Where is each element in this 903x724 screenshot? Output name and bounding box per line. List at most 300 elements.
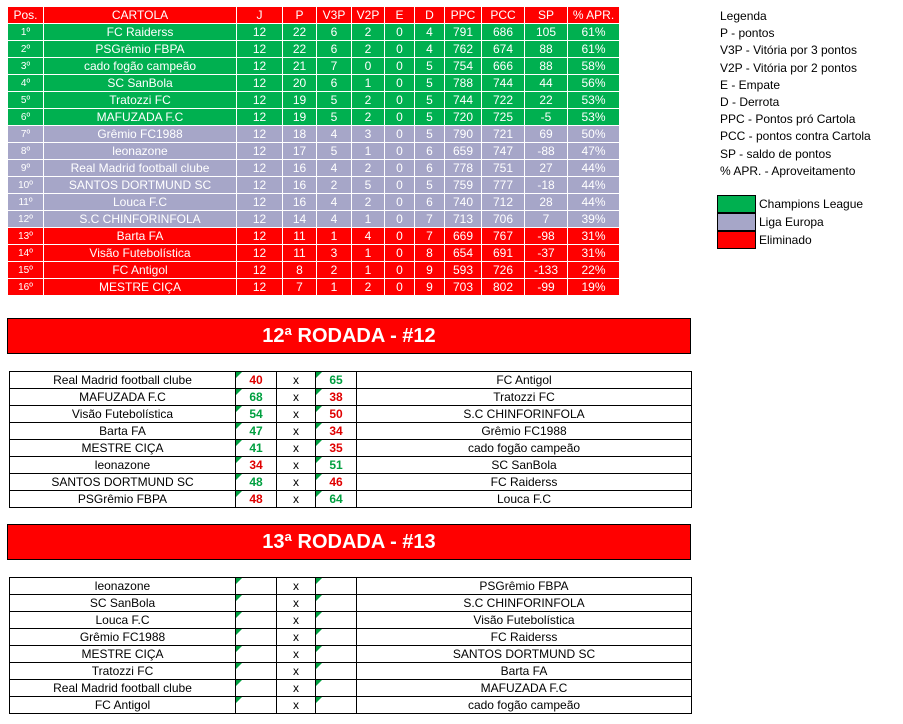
home-team: Barta FA bbox=[10, 423, 236, 440]
away-team: Tratozzi FC bbox=[357, 389, 692, 406]
home-team: Real Madrid football clube bbox=[10, 372, 236, 389]
standings-cell-ppc: 754 bbox=[445, 58, 482, 75]
standings-cell-j: 12 bbox=[237, 160, 283, 177]
standings-header-cell: V2P bbox=[352, 7, 385, 24]
match-row bbox=[10, 406, 692, 423]
standings-row bbox=[8, 228, 620, 245]
away-team: Grêmio FC1988 bbox=[357, 423, 692, 440]
standings-cell-v2p: 1 bbox=[352, 262, 385, 279]
standings-header-cell: Pos. bbox=[8, 7, 44, 24]
home-score bbox=[236, 629, 277, 646]
match-row bbox=[10, 440, 692, 457]
match-row bbox=[10, 578, 692, 595]
vs-separator: x bbox=[277, 680, 316, 697]
home-team: MESTRE CIÇA bbox=[10, 440, 236, 457]
standings-cell-v2p: 2 bbox=[352, 109, 385, 126]
standings-cell-d: 9 bbox=[415, 279, 445, 296]
standings-cell-v2p: 1 bbox=[352, 75, 385, 92]
away-score bbox=[316, 646, 357, 663]
standings-cell-p: 11 bbox=[283, 245, 317, 262]
standings-cell-p: 19 bbox=[283, 92, 317, 109]
standings-cell-ppc: 720 bbox=[445, 109, 482, 126]
standings-cell-pos: 13º bbox=[8, 228, 44, 245]
match-row bbox=[10, 697, 692, 714]
standings-cell-v2p: 3 bbox=[352, 126, 385, 143]
home-team: SC SanBola bbox=[10, 595, 236, 612]
home-score bbox=[236, 646, 277, 663]
standings-cell-j: 12 bbox=[237, 194, 283, 211]
standings-cell-p: 14 bbox=[283, 211, 317, 228]
standings-cell-pcc: 721 bbox=[482, 126, 525, 143]
home-score: 68 bbox=[236, 389, 277, 406]
standings-cell-j: 12 bbox=[237, 58, 283, 75]
vs-separator: x bbox=[277, 423, 316, 440]
standings-cell-team: cado fogão campeão bbox=[44, 58, 237, 75]
standings-cell-j: 12 bbox=[237, 109, 283, 126]
legend-item: PPC - Pontos pró Cartola bbox=[720, 112, 856, 127]
standings-cell-ppc: 740 bbox=[445, 194, 482, 211]
standings-cell-pcc: 686 bbox=[482, 24, 525, 41]
standings-cell-e: 0 bbox=[385, 262, 415, 279]
standings-cell-v3p: 2 bbox=[317, 262, 352, 279]
standings-cell-sp: -5 bbox=[525, 109, 568, 126]
standings-header-row bbox=[8, 7, 620, 24]
standings-header-cell: D bbox=[415, 7, 445, 24]
standings-cell-ppc: 669 bbox=[445, 228, 482, 245]
standings-cell-pos: 6º bbox=[8, 109, 44, 126]
standings-row bbox=[8, 245, 620, 262]
vs-separator: x bbox=[277, 663, 316, 680]
away-score: 34 bbox=[316, 423, 357, 440]
standings-row bbox=[8, 143, 620, 160]
standings-cell-sp: 88 bbox=[525, 41, 568, 58]
standings-cell-ppc: 790 bbox=[445, 126, 482, 143]
standings-cell-e: 0 bbox=[385, 75, 415, 92]
away-team: FC Antigol bbox=[357, 372, 692, 389]
standings-cell-j: 12 bbox=[237, 92, 283, 109]
vs-separator: x bbox=[277, 474, 316, 491]
zone-swatch bbox=[717, 213, 756, 231]
standings-cell-sp: -88 bbox=[525, 143, 568, 160]
standings-cell-d: 6 bbox=[415, 194, 445, 211]
standings-cell-e: 0 bbox=[385, 211, 415, 228]
standings-cell-team: SC SanBola bbox=[44, 75, 237, 92]
standings-cell-j: 12 bbox=[237, 177, 283, 194]
standings-cell-pcc: 691 bbox=[482, 245, 525, 262]
standings-cell-apr: 58% bbox=[568, 58, 620, 75]
match-row bbox=[10, 389, 692, 406]
standings-cell-v2p: 0 bbox=[352, 58, 385, 75]
standings-header-cell: % APR. bbox=[568, 7, 620, 24]
match-row bbox=[10, 457, 692, 474]
standings-header-cell: P bbox=[283, 7, 317, 24]
away-team: Louca F.C bbox=[357, 491, 692, 508]
standings-row bbox=[8, 109, 620, 126]
home-team: FC Antigol bbox=[10, 697, 236, 714]
away-team: S.C CHINFORINFOLA bbox=[357, 406, 692, 423]
legend bbox=[720, 8, 871, 180]
standings-cell-ppc: 593 bbox=[445, 262, 482, 279]
standings-cell-pcc: 706 bbox=[482, 211, 525, 228]
vs-separator: x bbox=[277, 440, 316, 457]
zone-legend-row bbox=[717, 231, 863, 249]
standings-cell-pcc: 666 bbox=[482, 58, 525, 75]
away-score bbox=[316, 680, 357, 697]
standings-cell-e: 0 bbox=[385, 58, 415, 75]
standings-cell-pcc: 744 bbox=[482, 75, 525, 92]
standings-cell-p: 18 bbox=[283, 126, 317, 143]
standings-cell-pos: 9º bbox=[8, 160, 44, 177]
standings-cell-team: Visão Futebolística bbox=[44, 245, 237, 262]
home-team: Tratozzi FC bbox=[10, 663, 236, 680]
standings-cell-v2p: 2 bbox=[352, 160, 385, 177]
standings-cell-p: 22 bbox=[283, 24, 317, 41]
match-row bbox=[10, 491, 692, 508]
standings-cell-pos: 7º bbox=[8, 126, 44, 143]
standings-cell-d: 9 bbox=[415, 262, 445, 279]
standings-cell-sp: 69 bbox=[525, 126, 568, 143]
away-team: SC SanBola bbox=[357, 457, 692, 474]
standings-cell-ppc: 659 bbox=[445, 143, 482, 160]
home-score: 54 bbox=[236, 406, 277, 423]
standings-cell-d: 7 bbox=[415, 228, 445, 245]
match-row bbox=[10, 595, 692, 612]
standings-cell-pcc: 725 bbox=[482, 109, 525, 126]
standings-cell-ppc: 788 bbox=[445, 75, 482, 92]
standings-cell-v3p: 3 bbox=[317, 245, 352, 262]
standings-cell-sp: -18 bbox=[525, 177, 568, 194]
away-team: SANTOS DORTMUND SC bbox=[357, 646, 692, 663]
standings-cell-sp: 105 bbox=[525, 24, 568, 41]
standings-cell-ppc: 759 bbox=[445, 177, 482, 194]
standings-cell-pos: 11º bbox=[8, 194, 44, 211]
away-team: Visão Futebolística bbox=[357, 612, 692, 629]
standings-cell-v2p: 5 bbox=[352, 177, 385, 194]
standings-cell-p: 11 bbox=[283, 228, 317, 245]
standings-cell-d: 5 bbox=[415, 109, 445, 126]
away-score bbox=[316, 663, 357, 680]
match-row bbox=[10, 663, 692, 680]
standings-cell-team: MESTRE CIÇA bbox=[44, 279, 237, 296]
standings-cell-pos: 5º bbox=[8, 92, 44, 109]
standings-cell-v3p: 6 bbox=[317, 75, 352, 92]
away-score bbox=[316, 629, 357, 646]
standings-cell-v3p: 5 bbox=[317, 109, 352, 126]
vs-separator: x bbox=[277, 491, 316, 508]
away-team: FC Raiderss bbox=[357, 629, 692, 646]
standings-cell-v2p: 4 bbox=[352, 228, 385, 245]
standings-cell-team: Real Madrid football clube bbox=[44, 160, 237, 177]
home-score: 40 bbox=[236, 372, 277, 389]
standings-cell-d: 4 bbox=[415, 24, 445, 41]
vs-separator: x bbox=[277, 629, 316, 646]
standings-cell-d: 5 bbox=[415, 126, 445, 143]
standings-header-cell: J bbox=[237, 7, 283, 24]
standings-cell-v2p: 2 bbox=[352, 24, 385, 41]
standings-cell-ppc: 654 bbox=[445, 245, 482, 262]
standings-cell-pcc: 712 bbox=[482, 194, 525, 211]
standings-cell-v3p: 1 bbox=[317, 228, 352, 245]
vs-separator: x bbox=[277, 389, 316, 406]
vs-separator: x bbox=[277, 372, 316, 389]
standings-cell-v2p: 2 bbox=[352, 41, 385, 58]
standings-cell-v2p: 1 bbox=[352, 143, 385, 160]
zone-legend-row bbox=[717, 195, 863, 213]
standings-cell-apr: 61% bbox=[568, 41, 620, 58]
standings-cell-pos: 4º bbox=[8, 75, 44, 92]
away-score: 65 bbox=[316, 372, 357, 389]
standings-header-cell: V3P bbox=[317, 7, 352, 24]
standings-cell-sp: 28 bbox=[525, 194, 568, 211]
round-13-title: 13ª RODADA - #13 bbox=[7, 524, 691, 560]
vs-separator: x bbox=[277, 646, 316, 663]
zone-swatch bbox=[717, 231, 756, 249]
standings-cell-apr: 56% bbox=[568, 75, 620, 92]
vs-separator: x bbox=[277, 612, 316, 629]
standings-row bbox=[8, 177, 620, 194]
standings-cell-v3p: 6 bbox=[317, 41, 352, 58]
home-score bbox=[236, 697, 277, 714]
standings-cell-p: 17 bbox=[283, 143, 317, 160]
standings-row bbox=[8, 75, 620, 92]
standings-cell-p: 16 bbox=[283, 177, 317, 194]
standings-cell-v3p: 6 bbox=[317, 24, 352, 41]
zone-label: Champions League bbox=[759, 197, 864, 211]
standings-cell-sp: 7 bbox=[525, 211, 568, 228]
standings-cell-p: 16 bbox=[283, 194, 317, 211]
standings-cell-j: 12 bbox=[237, 228, 283, 245]
standings-cell-pcc: 674 bbox=[482, 41, 525, 58]
vs-separator: x bbox=[277, 457, 316, 474]
standings-cell-ppc: 762 bbox=[445, 41, 482, 58]
standings-cell-e: 0 bbox=[385, 143, 415, 160]
standings-cell-pcc: 726 bbox=[482, 262, 525, 279]
round-12-title: 12ª RODADA - #12 bbox=[7, 318, 691, 354]
standings-cell-pcc: 777 bbox=[482, 177, 525, 194]
standings-row bbox=[8, 92, 620, 109]
standings-cell-ppc: 791 bbox=[445, 24, 482, 41]
standings-row bbox=[8, 194, 620, 211]
away-score: 51 bbox=[316, 457, 357, 474]
standings-cell-j: 12 bbox=[237, 75, 283, 92]
standings-cell-team: Tratozzi FC bbox=[44, 92, 237, 109]
standings-cell-pcc: 802 bbox=[482, 279, 525, 296]
away-team: cado fogão campeão bbox=[357, 440, 692, 457]
home-score bbox=[236, 663, 277, 680]
standings-cell-apr: 44% bbox=[568, 194, 620, 211]
match-row bbox=[10, 474, 692, 491]
away-score: 35 bbox=[316, 440, 357, 457]
standings-cell-j: 12 bbox=[237, 143, 283, 160]
standings-cell-p: 22 bbox=[283, 41, 317, 58]
away-team: Barta FA bbox=[357, 663, 692, 680]
standings-cell-v2p: 2 bbox=[352, 194, 385, 211]
standings-cell-d: 4 bbox=[415, 41, 445, 58]
standings-cell-pcc: 767 bbox=[482, 228, 525, 245]
legend-item: PCC - pontos contra Cartola bbox=[720, 129, 871, 144]
legend-item: SP - saldo de pontos bbox=[720, 146, 832, 161]
standings-cell-j: 12 bbox=[237, 262, 283, 279]
home-score bbox=[236, 595, 277, 612]
round-13-matches bbox=[9, 577, 692, 714]
away-team: PSGrêmio FBPA bbox=[357, 578, 692, 595]
standings-header-cell: CARTOLA bbox=[44, 7, 237, 24]
zone-swatch bbox=[717, 195, 756, 213]
standings-cell-sp: 44 bbox=[525, 75, 568, 92]
home-team: MAFUZADA F.C bbox=[10, 389, 236, 406]
standings-cell-apr: 61% bbox=[568, 24, 620, 41]
standings-header-cell: PCC bbox=[482, 7, 525, 24]
away-score bbox=[316, 595, 357, 612]
home-team: Grêmio FC1988 bbox=[10, 629, 236, 646]
legend-item: P - pontos bbox=[720, 26, 775, 41]
home-team: Visão Futebolística bbox=[10, 406, 236, 423]
standings-cell-pos: 8º bbox=[8, 143, 44, 160]
standings-cell-e: 0 bbox=[385, 160, 415, 177]
standings-cell-apr: 31% bbox=[568, 228, 620, 245]
standings-cell-pos: 10º bbox=[8, 177, 44, 194]
standings-cell-pos: 16º bbox=[8, 279, 44, 296]
home-score bbox=[236, 578, 277, 595]
standings-cell-d: 5 bbox=[415, 92, 445, 109]
standings-table bbox=[7, 6, 620, 296]
standings-cell-apr: 44% bbox=[568, 177, 620, 194]
away-team: MAFUZADA F.C bbox=[357, 680, 692, 697]
vs-separator: x bbox=[277, 578, 316, 595]
home-team: MESTRE CIÇA bbox=[10, 646, 236, 663]
standings-cell-e: 0 bbox=[385, 24, 415, 41]
standings-cell-team: MAFUZADA F.C bbox=[44, 109, 237, 126]
standings-cell-v3p: 5 bbox=[317, 143, 352, 160]
standings-cell-j: 12 bbox=[237, 279, 283, 296]
round-12-matches bbox=[9, 371, 692, 508]
standings-cell-e: 0 bbox=[385, 194, 415, 211]
standings-cell-v3p: 2 bbox=[317, 177, 352, 194]
standings-cell-v3p: 4 bbox=[317, 194, 352, 211]
legend-item: % APR. - Aproveitamento bbox=[720, 163, 856, 178]
standings-cell-apr: 47% bbox=[568, 143, 620, 160]
zone-legend-row bbox=[717, 213, 863, 231]
standings-cell-ppc: 703 bbox=[445, 279, 482, 296]
standings-cell-team: Louca F.C bbox=[44, 194, 237, 211]
standings-cell-v3p: 7 bbox=[317, 58, 352, 75]
standings-row bbox=[8, 126, 620, 143]
standings-cell-j: 12 bbox=[237, 245, 283, 262]
standings-cell-team: FC Antigol bbox=[44, 262, 237, 279]
standings-header-cell: PPC bbox=[445, 7, 482, 24]
home-score bbox=[236, 612, 277, 629]
standings-cell-apr: 19% bbox=[568, 279, 620, 296]
standings-cell-d: 5 bbox=[415, 58, 445, 75]
home-score: 47 bbox=[236, 423, 277, 440]
match-row bbox=[10, 423, 692, 440]
away-score bbox=[316, 578, 357, 595]
standings-cell-d: 5 bbox=[415, 75, 445, 92]
home-team: leonazone bbox=[10, 578, 236, 595]
standings-cell-ppc: 744 bbox=[445, 92, 482, 109]
standings-cell-ppc: 778 bbox=[445, 160, 482, 177]
standings-cell-pcc: 751 bbox=[482, 160, 525, 177]
away-score: 46 bbox=[316, 474, 357, 491]
standings-row bbox=[8, 41, 620, 58]
standings-cell-e: 0 bbox=[385, 245, 415, 262]
home-team: SANTOS DORTMUND SC bbox=[10, 474, 236, 491]
zone-label: Liga Europa bbox=[759, 215, 824, 229]
home-score: 34 bbox=[236, 457, 277, 474]
home-score bbox=[236, 680, 277, 697]
legend-item: V3P - Vitória por 3 pontos bbox=[720, 43, 857, 58]
standings-cell-d: 6 bbox=[415, 160, 445, 177]
standings-cell-sp: 22 bbox=[525, 92, 568, 109]
home-score: 41 bbox=[236, 440, 277, 457]
standings-cell-ppc: 713 bbox=[445, 211, 482, 228]
standings-cell-e: 0 bbox=[385, 228, 415, 245]
standings-cell-j: 12 bbox=[237, 211, 283, 228]
standings-cell-d: 8 bbox=[415, 245, 445, 262]
standings-cell-sp: -99 bbox=[525, 279, 568, 296]
standings-row bbox=[8, 279, 620, 296]
standings-cell-p: 8 bbox=[283, 262, 317, 279]
legend-item: D - Derrota bbox=[720, 94, 780, 109]
standings-cell-e: 0 bbox=[385, 279, 415, 296]
standings-cell-pcc: 722 bbox=[482, 92, 525, 109]
vs-separator: x bbox=[277, 697, 316, 714]
standings-cell-pos: 2º bbox=[8, 41, 44, 58]
standings-cell-j: 12 bbox=[237, 41, 283, 58]
standings-header-cell: E bbox=[385, 7, 415, 24]
standings-cell-apr: 53% bbox=[568, 92, 620, 109]
vs-separator: x bbox=[277, 406, 316, 423]
standings-cell-apr: 44% bbox=[568, 160, 620, 177]
standings-cell-p: 20 bbox=[283, 75, 317, 92]
legend-item: E - Empate bbox=[720, 77, 781, 92]
away-score: 50 bbox=[316, 406, 357, 423]
standings-cell-v3p: 4 bbox=[317, 211, 352, 228]
standings-cell-d: 6 bbox=[415, 143, 445, 160]
standings-cell-p: 7 bbox=[283, 279, 317, 296]
standings-cell-j: 12 bbox=[237, 126, 283, 143]
standings-cell-team: Grêmio FC1988 bbox=[44, 126, 237, 143]
vs-separator: x bbox=[277, 595, 316, 612]
standings-cell-v3p: 4 bbox=[317, 160, 352, 177]
standings-cell-v3p: 1 bbox=[317, 279, 352, 296]
match-row bbox=[10, 612, 692, 629]
match-row bbox=[10, 629, 692, 646]
standings-cell-apr: 22% bbox=[568, 262, 620, 279]
standings-cell-sp: -37 bbox=[525, 245, 568, 262]
zone-label: Eliminado bbox=[759, 233, 812, 247]
standings-cell-team: FC Raiderss bbox=[44, 24, 237, 41]
standings-row bbox=[8, 160, 620, 177]
match-row bbox=[10, 646, 692, 663]
standings-cell-team: Barta FA bbox=[44, 228, 237, 245]
standings-cell-pcc: 747 bbox=[482, 143, 525, 160]
standings-cell-pos: 1º bbox=[8, 24, 44, 41]
standings-row bbox=[8, 262, 620, 279]
standings-cell-v2p: 2 bbox=[352, 92, 385, 109]
match-row bbox=[10, 680, 692, 697]
standings-cell-team: leonazone bbox=[44, 143, 237, 160]
standings-cell-sp: -98 bbox=[525, 228, 568, 245]
standings-cell-pos: 3º bbox=[8, 58, 44, 75]
standings-cell-v3p: 5 bbox=[317, 92, 352, 109]
home-score: 48 bbox=[236, 491, 277, 508]
away-score bbox=[316, 697, 357, 714]
standings-cell-e: 0 bbox=[385, 109, 415, 126]
away-team: S.C CHINFORINFOLA bbox=[357, 595, 692, 612]
standings-header-cell: SP bbox=[525, 7, 568, 24]
standings-row bbox=[8, 24, 620, 41]
